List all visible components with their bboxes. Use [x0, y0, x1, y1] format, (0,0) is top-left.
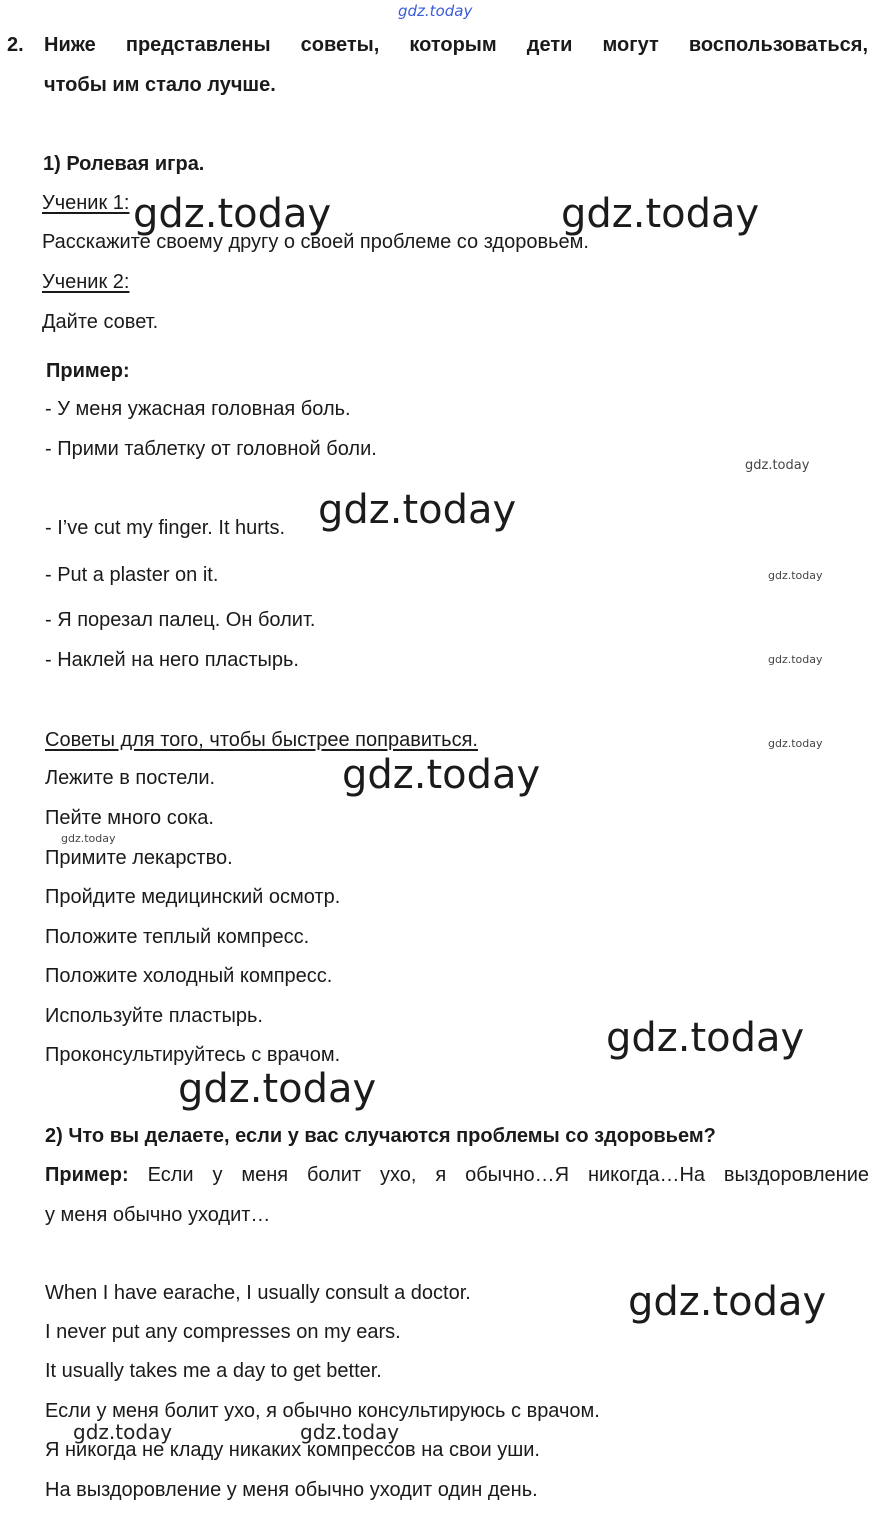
- watermark: gdz.today: [561, 191, 760, 237]
- tip-item: Проконсультируйтесь с врачом.: [45, 1044, 341, 1066]
- watermark: gdz.today: [342, 752, 541, 798]
- part2-heading: 2) Что вы делаете, если у вас случаются проблемы со здоровьем?: [45, 1125, 716, 1147]
- answer-line: Я никогда не кладу никаких компрессов на свои уши.: [45, 1439, 540, 1461]
- watermark: gdz.today: [606, 1015, 805, 1061]
- example-line: - У меня ужасная головная боль.: [45, 398, 351, 420]
- task-instruction-line2: чтобы им стало лучше.: [44, 74, 276, 96]
- part2-example-label: Пример:: [45, 1164, 129, 1186]
- tip-item: Положите теплый компресс.: [45, 926, 310, 948]
- watermark: gdz.today: [178, 1066, 377, 1112]
- student2-label: Ученик 2:: [42, 271, 130, 293]
- part1-heading: 1) Ролевая игра.: [43, 153, 205, 175]
- tips-heading: Советы для того, чтобы быстрее поправиться.: [45, 729, 478, 751]
- tip-item: Пейте много сока.: [45, 807, 214, 829]
- answer-line: На выздоровление у меня обычно уходит один день.: [45, 1479, 538, 1501]
- tip-item: Положите холодный компресс.: [45, 965, 333, 987]
- part2-example-line2: у меня обычно уходит…: [45, 1204, 271, 1226]
- watermark: gdz.today: [768, 737, 823, 750]
- student1-text: Расскажите своему другу о своей проблеме со здоровьем.: [42, 231, 589, 253]
- part2-example-line1: [45, 1163, 869, 1187]
- watermark-top: gdz.today: [398, 2, 473, 20]
- task-instruction-line1: Ниже представлены советы, которым дети могут воспользоваться,: [44, 34, 868, 56]
- example-line: - Наклей на него пластырь.: [45, 649, 299, 671]
- tip-item: Используйте пластырь.: [45, 1005, 263, 1027]
- part2-example-text: Если у меня болит ухо, я обычно…Я никогда…На выздоровление: [147, 1164, 869, 1186]
- watermark: gdz.today: [133, 191, 332, 237]
- student2-text: Дайте совет.: [42, 311, 159, 333]
- example-line: - Я порезал палец. Он болит.: [45, 609, 316, 631]
- example-label: Пример:: [46, 360, 130, 382]
- student1-label: Ученик 1:: [42, 192, 130, 214]
- task-number: 2.: [7, 34, 24, 56]
- watermark: gdz.today: [300, 1420, 400, 1444]
- watermark: gdz.today: [745, 458, 810, 473]
- answer-line: I never put any compresses on my ears.: [45, 1321, 401, 1343]
- answer-line: Если у меня болит ухо, я обычно консультируюсь с врачом.: [45, 1400, 600, 1422]
- example-line: - Прими таблетку от головной боли.: [45, 438, 377, 460]
- tip-item: Пройдите медицинский осмотр.: [45, 886, 341, 908]
- tip-item: Лежите в постели.: [45, 767, 216, 789]
- answer-line: When I have earache, I usually consult a doctor.: [45, 1282, 471, 1304]
- watermark: gdz.today: [628, 1279, 827, 1325]
- watermark: gdz.today: [768, 653, 823, 666]
- watermark: gdz.today: [61, 832, 116, 845]
- example-line: - Put a plaster on it.: [45, 564, 219, 586]
- watermark: gdz.today: [318, 487, 517, 533]
- example-line: - I’ve cut my finger. It hurts.: [45, 517, 286, 539]
- answer-line: It usually takes me a day to get better.: [45, 1360, 382, 1382]
- watermark: gdz.today: [768, 569, 823, 582]
- watermark: gdz.today: [73, 1420, 173, 1444]
- tip-item: Примите лекарство.: [45, 847, 233, 869]
